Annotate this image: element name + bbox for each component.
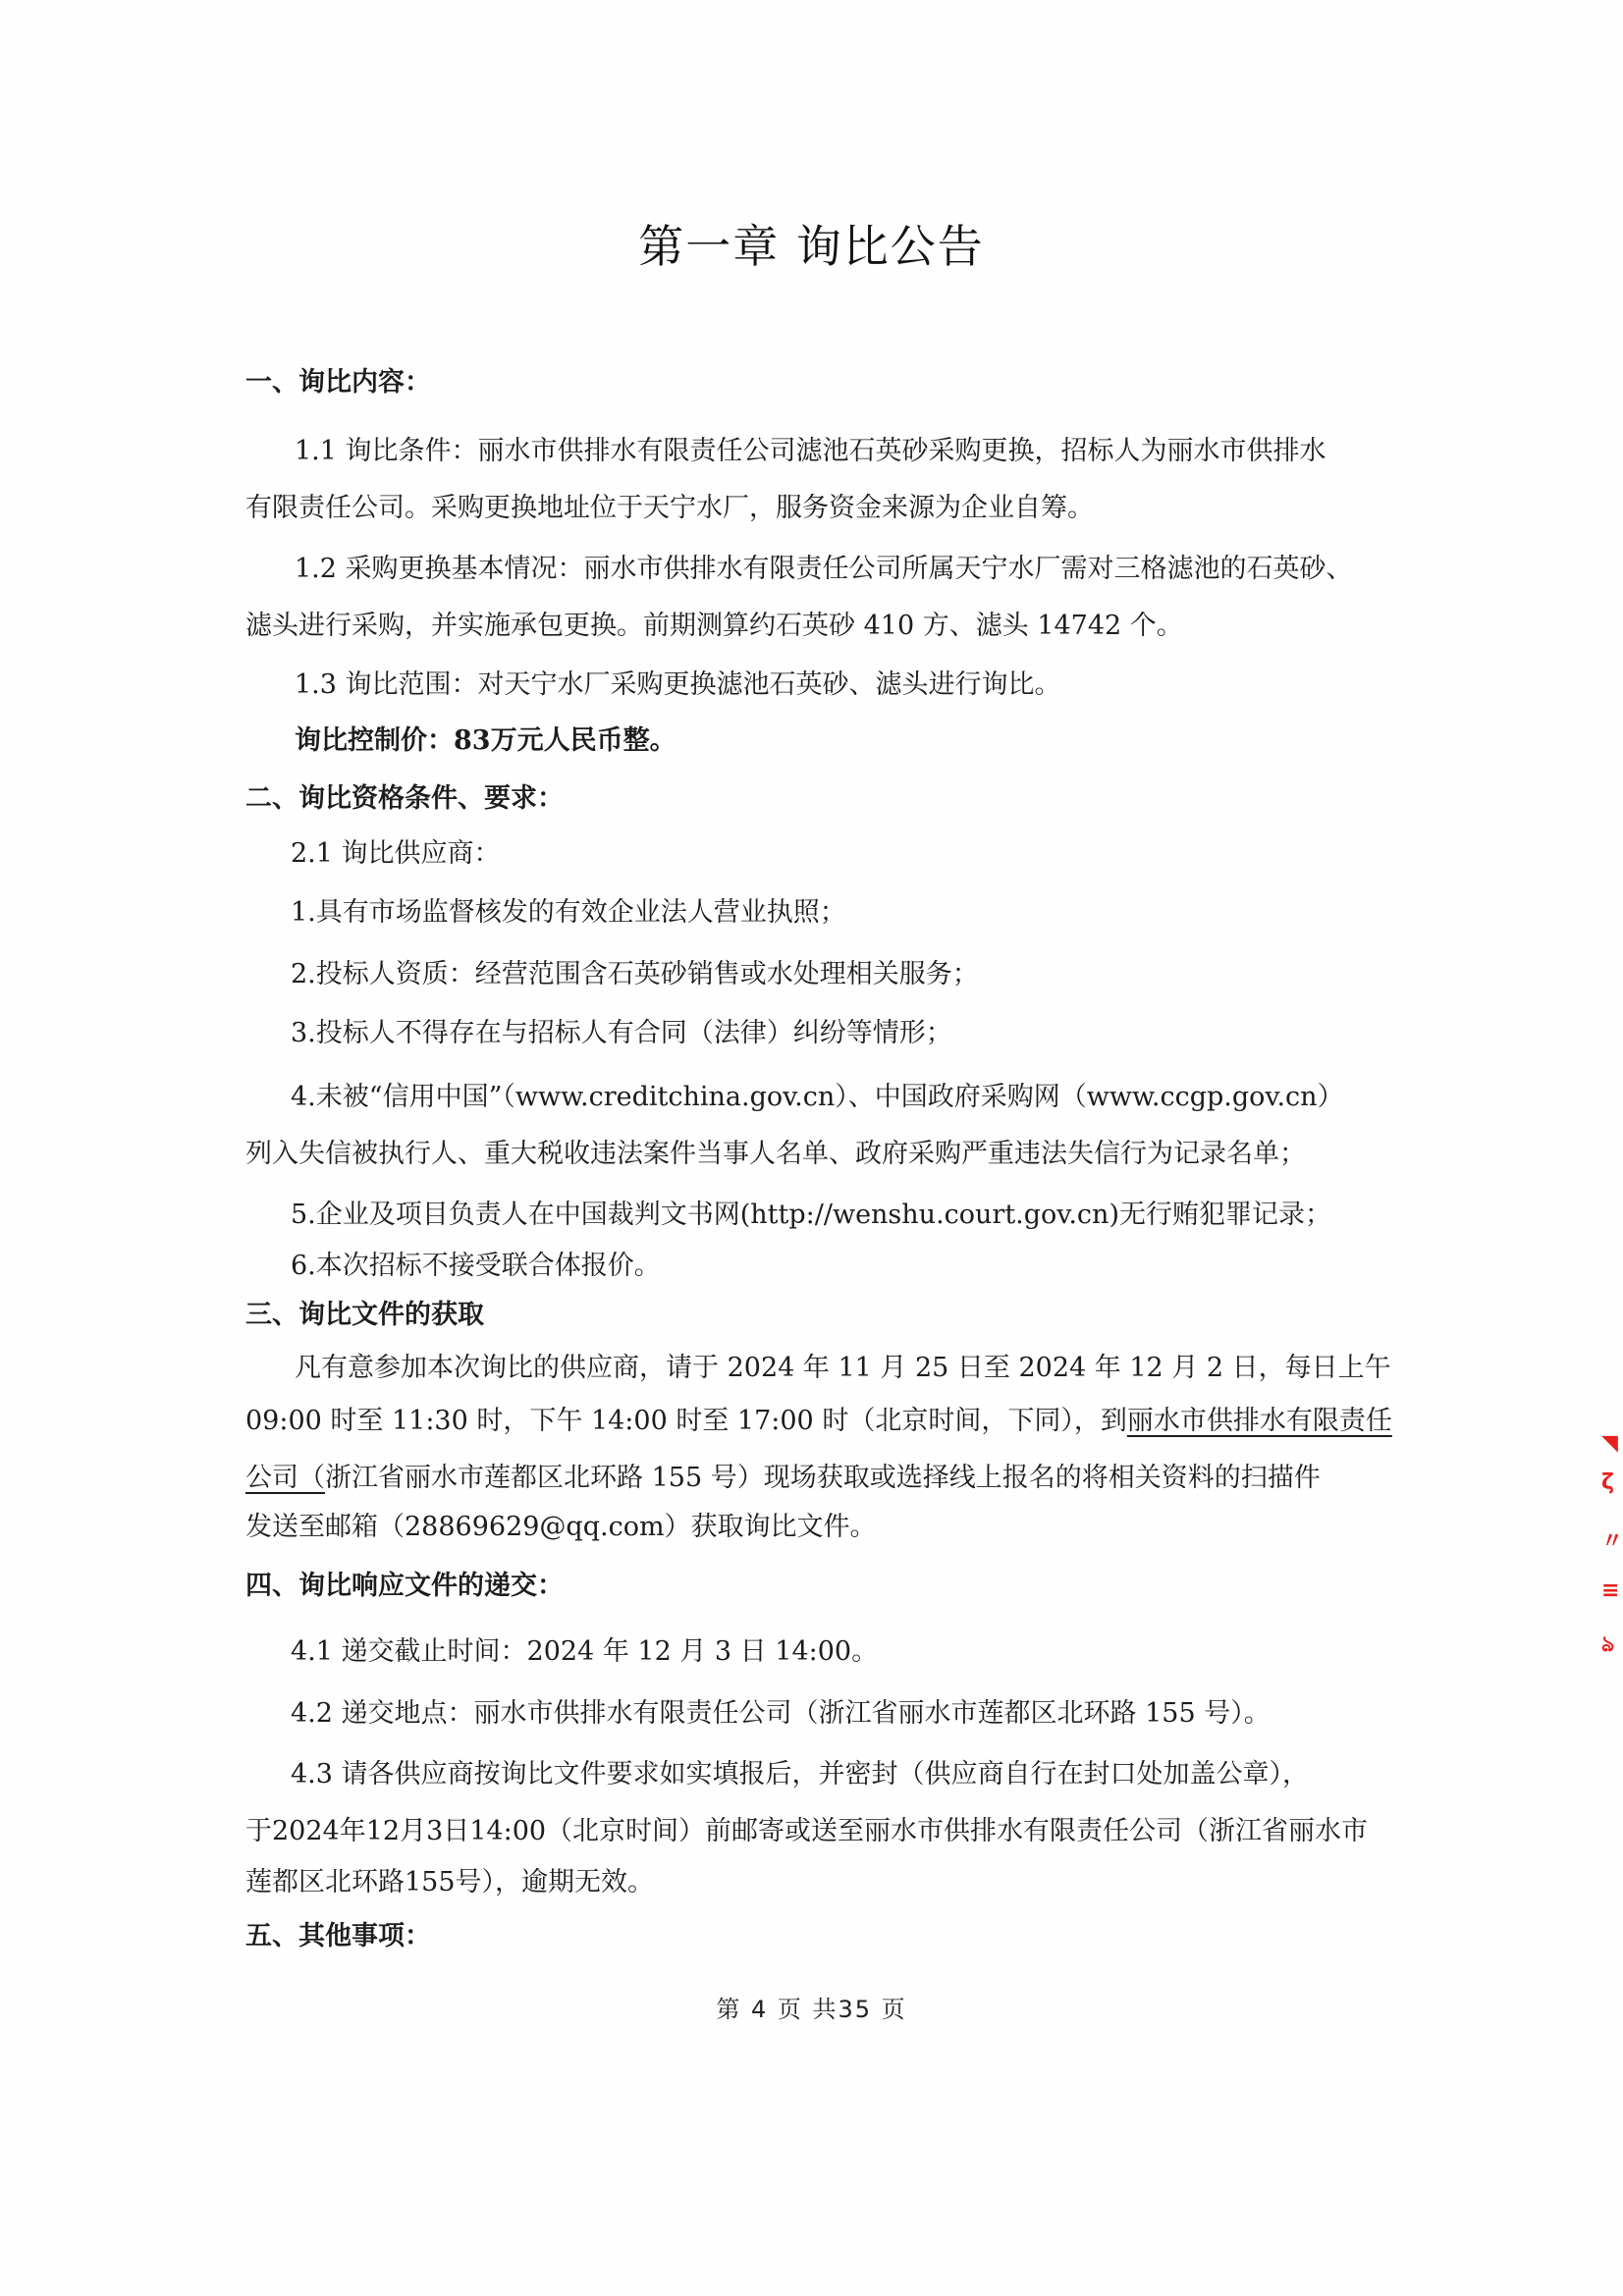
seal-fragment-icon: 〃: [1601, 1529, 1623, 1554]
paragraph-4-3-line-3: 莲都区北环路155号），逾期无效。: [245, 1867, 655, 1897]
requirement-item-3: 3.投标人不得存在与招标人有合同（法律）纠纷等情形；: [291, 1018, 952, 1048]
acquisition-line-2-text: 09:00 时至 11:30 时，下午 14:00 时至 17:00 时（北京时间，下同），到: [245, 1406, 1127, 1436]
seal-fragment-icon: ◥: [1601, 1433, 1618, 1456]
acquisition-line-1: 凡有意参加本次询比的供应商，请于 2024 年 11 月 25 日至 2024 年 12 月 2 日，每日上午: [295, 1353, 1391, 1383]
section-heading-3: 三、询比文件的获取: [245, 1300, 484, 1330]
acquisition-line-4: 发送至邮箱（28869629@qq.com）获取询比文件。: [245, 1512, 877, 1542]
paragraph-4-2: 4.2 递交地点：丽水市供排水有限责任公司（浙江省丽水市莲都区北环路 155 号）。: [291, 1698, 1271, 1729]
acquisition-line-3-text: 浙江省丽水市莲都区北环路 155 号）现场获取或选择线上报名的将相关资料的扫描件: [325, 1463, 1321, 1493]
chapter-title: 第一章 询比公告: [638, 220, 985, 273]
page-number-footer: 第 4 页 共35 页: [716, 1996, 907, 2023]
paragraph-1-2-line-1: 1.2 采购更换基本情况：丽水市供排水有限责任公司所属天宁水厂需对三格滤池的石英砂、: [295, 554, 1353, 584]
seal-fragment-icon: ঌ: [1601, 1632, 1615, 1657]
acquisition-line-3: [245, 1461, 1321, 1496]
section-heading-4: 四、询比响应文件的递交：: [245, 1571, 564, 1601]
seal-stamp-edge: [1596, 1433, 1623, 1669]
requirement-item-4: 4.未被“信用中国”（www.creditchina.gov.cn）、中国政府采购网（www.ccgp.gov.cn）: [291, 1082, 1344, 1112]
seal-fragment-icon: ζ: [1601, 1470, 1614, 1495]
paragraph-4-1: 4.1 递交截止时间：2024 年 12 月 3 日 14:00。: [291, 1636, 879, 1667]
company-name-underlined-cont: 公司（: [245, 1463, 325, 1493]
requirement-item-5: 5.企业及项目负责人在中国裁判文书网(http://wenshu.court.gov.cn)无行贿犯罪记录；: [291, 1200, 1331, 1230]
section-heading-5: 五、其他事项：: [245, 1921, 431, 1951]
paragraph-1-1-line-2: 有限责任公司。采购更换地址位于天宁水厂，服务资金来源为企业自筹。: [245, 493, 1094, 523]
requirement-item-4-cont: 列入失信被执行人、重大税收违法案件当事人名单、政府采购严重违法失信行为记录名单；: [245, 1139, 1306, 1169]
requirement-item-2: 2.投标人资质：经营范围含石英砂销售或水处理相关服务；: [291, 959, 979, 989]
requirement-item-6: 6.本次招标不接受联合体报价。: [291, 1251, 661, 1281]
section-heading-2: 二、询比资格条件、要求：: [245, 783, 564, 814]
paragraph-1-1-line-1: 1.1 询比条件：丽水市供排水有限责任公司滤池石英砂采购更换，招标人为丽水市供排水: [295, 436, 1326, 466]
company-name-underlined: 丽水市供排水有限责任: [1126, 1406, 1392, 1436]
paragraph-2-1: 2.1 询比供应商：: [291, 838, 501, 869]
seal-fragment-icon: ≡: [1601, 1578, 1620, 1603]
section-heading-1: 一、询比内容：: [245, 367, 431, 398]
acquisition-line-2: [245, 1404, 1392, 1439]
paragraph-4-3-line-2: 于2024年12月3日14:00（北京时间）前邮寄或送至丽水市供排水有限责任公司（浙江省丽水市: [245, 1816, 1369, 1846]
paragraph-1-2-line-2: 滤头进行采购，并实施承包更换。前期测算约石英砂 410 方、滤头 14742 个。: [245, 611, 1183, 641]
paragraph-4-3-line-1: 4.3 请各供应商按询比文件要求如实填报后，并密封（供应商自行在封口处加盖公章），: [291, 1759, 1310, 1789]
control-price: 询比控制价：83万元人民币整。: [295, 725, 676, 756]
paragraph-1-3: 1.3 询比范围：对天宁水厂采购更换滤池石英砂、滤头进行询比。: [295, 669, 1061, 700]
requirement-item-1: 1.具有市场监督核发的有效企业法人营业执照；: [291, 897, 846, 928]
